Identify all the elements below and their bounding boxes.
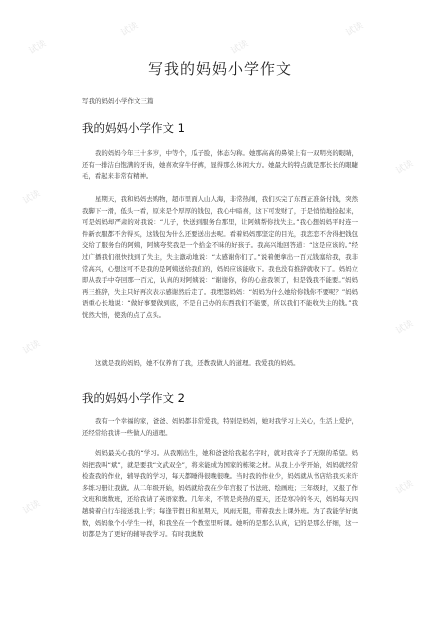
watermark: 试读 <box>21 338 43 357</box>
paragraph: 我有一个幸福的家，爸爸、妈妈都非常爱我，特别是妈妈，她对我学习上关心，生活上爱护，还经常给我讲一些做人的道理。 <box>82 417 358 437</box>
watermark: 试读 <box>229 38 251 57</box>
watermark: 试读 <box>119 20 141 39</box>
watermark: 试读 <box>27 38 49 57</box>
paragraph: 星期天，我和妈妈去购物，超市里面人山人海，非常热闹，我们买完了东西正准备付钱，突然我脚下一滑，低头一看，原来是个厚厚的钱包，我心中暗喜，这下可发财了，于是悄悄地捡起来，可是妈妈却严肃的对我说：“儿子，快送到服务台那里，让阿姨帮你找失主。”我心想妈妈平时连一件新衣服都不舍得买，这钱包为什么还要送出去呢。看着妈妈那坚定的目光，我恋恋不舍得把钱包交给了服务台的阿姨，阿姨夸奖我是一个拾金不昧的好孩子。我高兴地回答道：“这是应该的。”经过广播我们很快找到了失主，失主激动地说：“太感谢你们了。”说着便拿出一百元钱塞给我，我非常高兴，心想这可不是我的是阿姨送给我们的，妈妈应该能收下。我也没有推辞就收下了。妈妈立即从我手中夺回那一百元，认真的对阿姨说：“谢谢你，你的心意我领了，但是钱我不能要。”妈妈再三推辞，失主只好再次表示感谢然后走了。我埋怨妈妈：“妈妈为什么她给你钱你不要呢？”妈妈语重心长地说：“做好事要做到底，不是自己办的东西我们不能要，所以我们不能收失主的钱。”我恍然大悟，使劲的点了点头。 <box>82 195 358 319</box>
paragraph: 我的妈妈今年三十多岁，中等个，瓜子脸，体态匀称。她那高高的鼻梁上有一双明亮的眼睛，还有一排洁白饱满的牙齿，她喜欢穿牛仔裤，显得那么休闲大方。她最大的特点就是那长长的眼睫毛，看起来非常有精神。 <box>82 149 358 181</box>
watermark: 试读 <box>21 188 43 207</box>
paragraph: 这就是我的妈妈，她不仅养育了我，还教我做人的道理。我爱我的妈妈。 <box>95 359 300 367</box>
watermark: 试读 <box>344 20 366 39</box>
watermark: 试读 <box>21 498 43 517</box>
watermark: 试读 <box>394 478 416 497</box>
section-heading: 我的妈妈小学作文 1 <box>82 121 185 135</box>
paragraph: 妈妈最关心我的“学习。从我刚出生，她和爸爸给我起名字时，就对我寄予了无限的希望。妈妈把我叫“斌”，就是要我“文武双全”，将来能成为国家的栋梁之材。从我上小学开始，妈妈就经常检查我的作业，辅导我的学习，每天都睡得很晚很晚。当时我的作业少，妈妈就从书店给我买来许多练习册让我做。从二年级开始，妈妈就给我在少年宫报了书法班、绘画班；三年级时，又报了作文班和奥数班，还给我请了英语家教。几年来，不管是炎热的夏天，还是寒冷的冬天，妈妈每天四趟骑着自行车接送我上学；每逢节假日和星期天，风雨无阻，带着我去上课外班。为了我能学好奥数，妈妈象个小学生一样，和我坐在一个教室里听课。她听的是那么认真，记的是那么仔细，这一切都是为了更好的辅导我学习。有时我奥数 <box>82 449 358 539</box>
watermark: 试读 <box>394 158 416 177</box>
document-subtitle: 写我的妈妈小学作文三篇 <box>82 97 154 105</box>
document-title: 写我的妈妈小学作文 <box>147 60 292 78</box>
watermark: 试读 <box>394 318 416 337</box>
section-heading: 我的妈妈小学作文 2 <box>82 391 185 405</box>
